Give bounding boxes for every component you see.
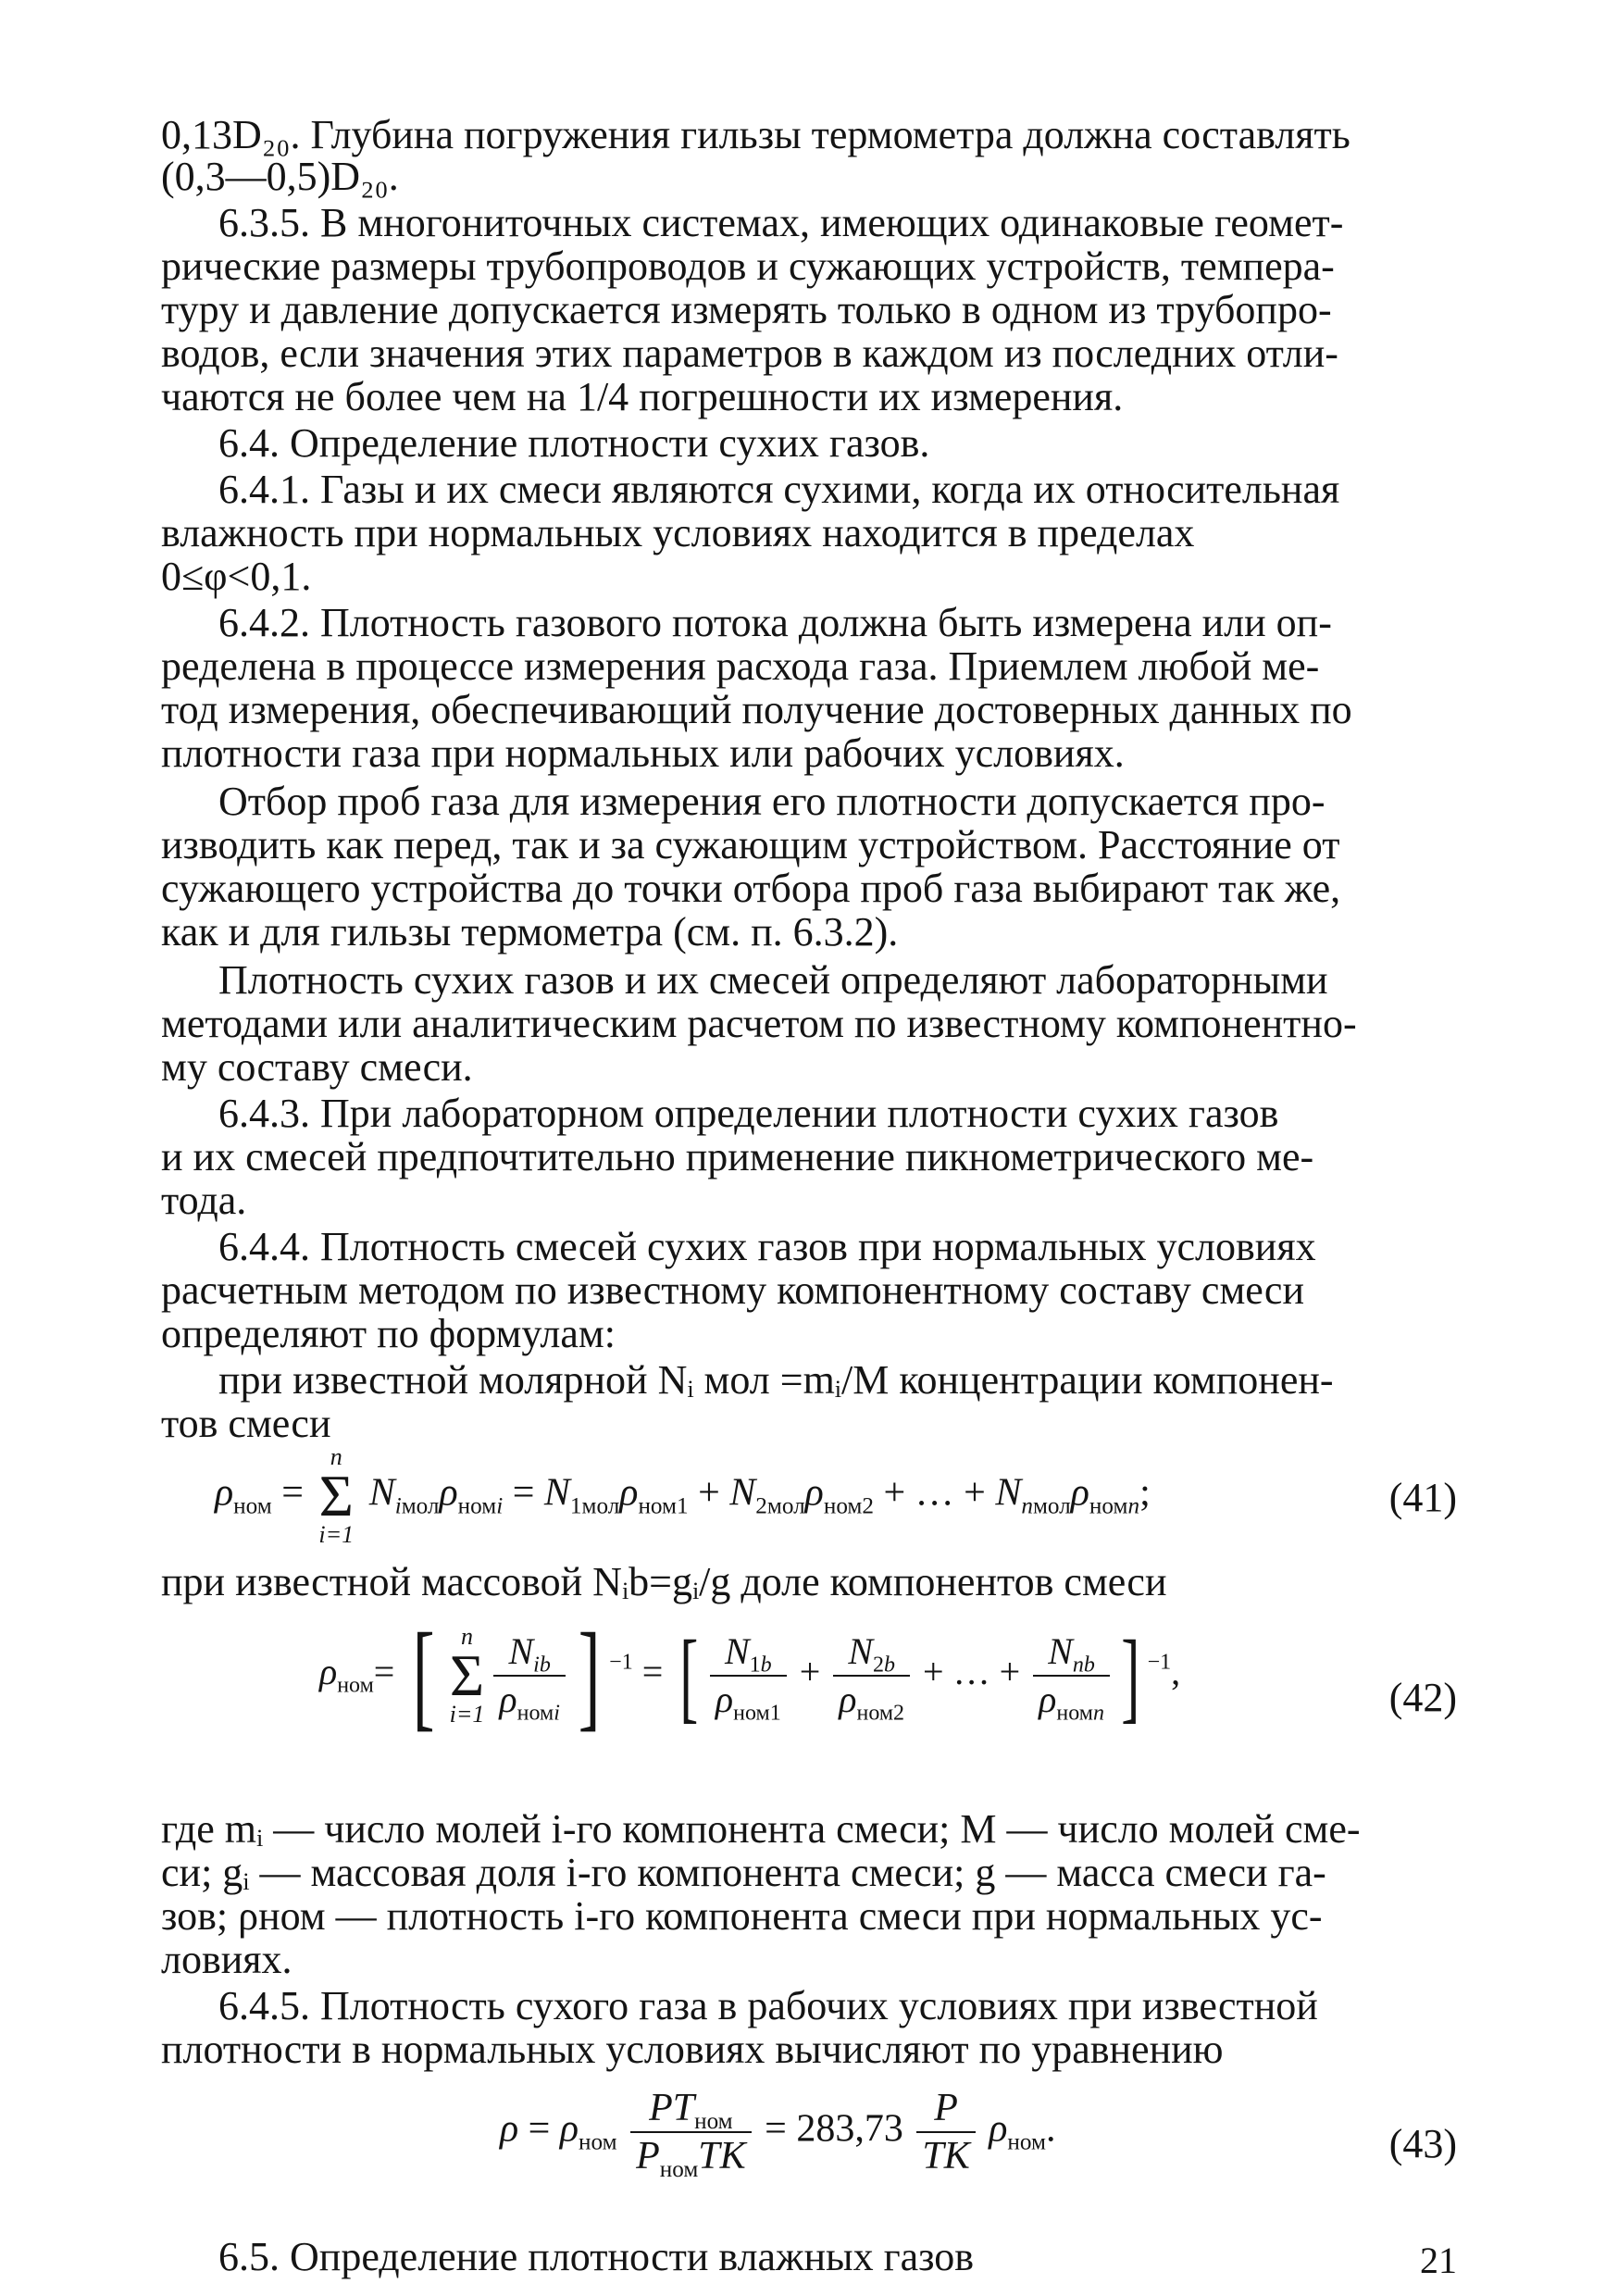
text-line: Отбор проб газа для измерения его плотности допускается про- bbox=[218, 779, 1326, 824]
equation-43: $\rho = \rho_{ном}$ $\frac{PT_{ном}}{P_{ном}TK}$ = 283,73 $\frac{P}{TK}$ $\rho_{ном}$. bbox=[500, 2087, 1056, 2182]
page-number: 21 bbox=[1420, 2240, 1457, 2281]
text-line: как и для гильзы термометра (см. п. 6.3.2). bbox=[161, 909, 899, 955]
text-line: при известной молярной Nᵢ мол =mᵢ/M концентрации компонен- bbox=[218, 1357, 1334, 1403]
text-line: 6.4.3. При лабораторном определении плотности сухих газов bbox=[218, 1091, 1279, 1136]
text-line: туру и давление допускается измерять только в одном из трубопро- bbox=[161, 287, 1332, 332]
text-line: му составу смеси. bbox=[161, 1044, 473, 1090]
text-line: при известной массовой Nᵢb=gᵢ/g доле компонентов смеси bbox=[161, 1559, 1167, 1604]
section-heading: 6.4. Определение плотности сухих газов. bbox=[218, 420, 930, 466]
equation-number: (41) bbox=[1388, 1475, 1457, 1520]
equation-41: $\rho_{ном}$ = n Σ i=1 $N_{iмол}\rho_{номi} = N_{1мол}\rho_{ном1} + N_{2мол}\rho_{ном2}$ + … + $N_{nмол}\rho_{номn}$; bbox=[215, 1443, 1151, 1548]
text-line: зов; ρном — плотность i-го компонента смеси при нормальных ус- bbox=[161, 1893, 1323, 1939]
text-line: сужающего устройства до точки отбора проб газа выбирают так же, bbox=[161, 866, 1341, 911]
fraction: $\frac{N_{1b}}{\rho_{ном1}}$ bbox=[710, 1628, 787, 1723]
text-line: Плотность сухих газов и их смесей определяют лабораторными bbox=[218, 957, 1328, 1003]
text-line: изводить как перед, так и за сужающим устройством. Расстояние от bbox=[161, 822, 1340, 867]
section-heading: 6.5. Определение плотности влажных газов bbox=[218, 2234, 975, 2279]
text-line: ределена в процессе измерения расхода газа. Приемлем любой ме- bbox=[161, 643, 1320, 689]
text-line: тов смеси bbox=[161, 1401, 331, 1446]
text-line: ловиях. bbox=[161, 1937, 292, 1982]
text-line: 6.4.1. Газы и их смеси являются сухими, когда их относительная bbox=[218, 467, 1340, 512]
sum-symbol: n Σ i=1 bbox=[318, 1443, 355, 1548]
text-line: 0≤φ<0,1. bbox=[161, 554, 312, 599]
text-line: влажность при нормальных условиях находится в пределах bbox=[161, 510, 1195, 555]
text-line: расчетным методом по известному компонентному составу смеси bbox=[161, 1267, 1304, 1313]
fraction: $\frac{P}{TK}$ bbox=[916, 2085, 975, 2179]
text-line: 6.4.4. Плотность смесей сухих газов при нормальных условиях bbox=[218, 1224, 1316, 1269]
text-line: тод измерения, обеспечивающий получение достоверных данных по bbox=[161, 687, 1352, 732]
text-line: рические размеры трубопроводов и сужающих устройств, темпера- bbox=[161, 243, 1335, 289]
equation-number: (42) bbox=[1388, 1675, 1457, 1720]
coefficient: 283,73 bbox=[796, 2107, 903, 2151]
text-line: и их смесей предпочтительно применение пикнометрического ме- bbox=[161, 1134, 1314, 1179]
text-line: си; gᵢ — массовая доля i-го компонента смеси; g — масса смеси га- bbox=[161, 1850, 1326, 1895]
equation-42: $\rho_{ном}=$ [ n Σ i=1 $\frac{N_{ib}}{\rho_{номi}}$ ] $^{-1}$ = [ $\frac{N_{1b}}{\rho_{ном1}}$ + $\frac{N_{2b}}{\rho_{ном2}}$ + … + $\frac{N_{nb}}{\rho_{номn}}$ ] $^{-1}$, bbox=[319, 1609, 1181, 1742]
sum-symbol: n Σ i=1 bbox=[449, 1623, 485, 1728]
text-line: водов, если значения этих параметров в каждом из последних отли- bbox=[161, 331, 1338, 376]
text-line: методами или аналитическим расчетом по известному компонентно- bbox=[161, 1001, 1357, 1046]
fraction: $\frac{N_{nb}}{\rho_{номn}}$ bbox=[1033, 1628, 1110, 1723]
fraction: $\frac{N_{2b}}{\rho_{ном2}}$ bbox=[833, 1628, 910, 1723]
equation-number: (43) bbox=[1388, 2121, 1457, 2166]
text-line: 0,13D₂₀. Глубина погружения гильзы термометра должна составлять bbox=[161, 112, 1350, 157]
text-line: плотности газа при нормальных или рабочих условиях. bbox=[161, 730, 1125, 776]
text-line: где mᵢ — число молей i-го компонента смеси; M — число молей сме- bbox=[161, 1806, 1361, 1852]
text-line: определяют по формулам: bbox=[161, 1311, 616, 1356]
text-line: чаются не более чем на 1/4 погрешности их измерения. bbox=[161, 374, 1124, 419]
text-line: 6.4.5. Плотность сухого газа в рабочих условиях при известной bbox=[218, 1983, 1318, 2028]
text-line: 6.4.2. Плотность газового потока должна быть измерена или оп- bbox=[218, 600, 1332, 645]
text-line: тода. bbox=[161, 1178, 247, 1223]
fraction: $\frac{N_{ib}}{\rho_{номi}}$ bbox=[493, 1628, 565, 1723]
text-line: (0,3—0,5)D₂₀. bbox=[161, 154, 399, 199]
fraction: $\frac{PT_{ном}}{P_{ном}TK}$ bbox=[630, 2085, 752, 2179]
text-line: плотности в нормальных условиях вычисляют по уравнению bbox=[161, 2027, 1224, 2072]
text-line: 6.3.5. В многониточных системах, имеющих одинаковые геомет- bbox=[218, 200, 1344, 245]
